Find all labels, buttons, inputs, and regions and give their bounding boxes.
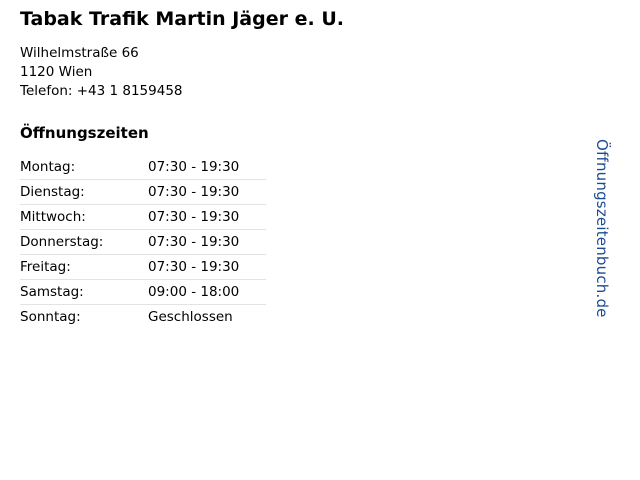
day-label: Sonntag: [20,309,81,325]
day-label: Mittwoch: [20,209,86,225]
day-label: Donnerstag: [20,234,104,250]
day-label: Dienstag: [20,184,85,200]
day-label: Freitag: [20,259,71,275]
address-block [20,44,183,101]
table-row [20,155,298,179]
day-hours: Geschlossen [148,309,233,325]
table-row [20,230,298,254]
day-hours: 07:30 - 19:30 [148,234,240,250]
table-row [20,305,298,329]
day-hours: 07:30 - 19:30 [148,159,240,175]
opening-hours-table [20,155,298,329]
day-label: Montag: [20,159,76,175]
address-street: Wilhelmstraße 66 [20,45,139,61]
table-row [20,280,298,304]
day-hours: 07:30 - 19:30 [148,209,240,225]
watermark-label: Öffnungszeitenbuch.de [593,139,611,318]
table-row [20,180,298,204]
address-city: 1120 Wien [20,64,93,80]
table-row [20,255,298,279]
day-label: Samstag: [20,284,84,300]
opening-hours-heading: Öffnungszeiten [20,124,149,142]
table-row [20,205,298,229]
day-hours: 07:30 - 19:30 [148,259,240,275]
day-hours: 07:30 - 19:30 [148,184,240,200]
day-hours: 09:00 - 18:00 [148,284,240,300]
phone-number: Telefon: +43 1 8159458 [20,83,183,99]
page-title: Tabak Trafik Martin Jäger e. U. [20,8,344,30]
